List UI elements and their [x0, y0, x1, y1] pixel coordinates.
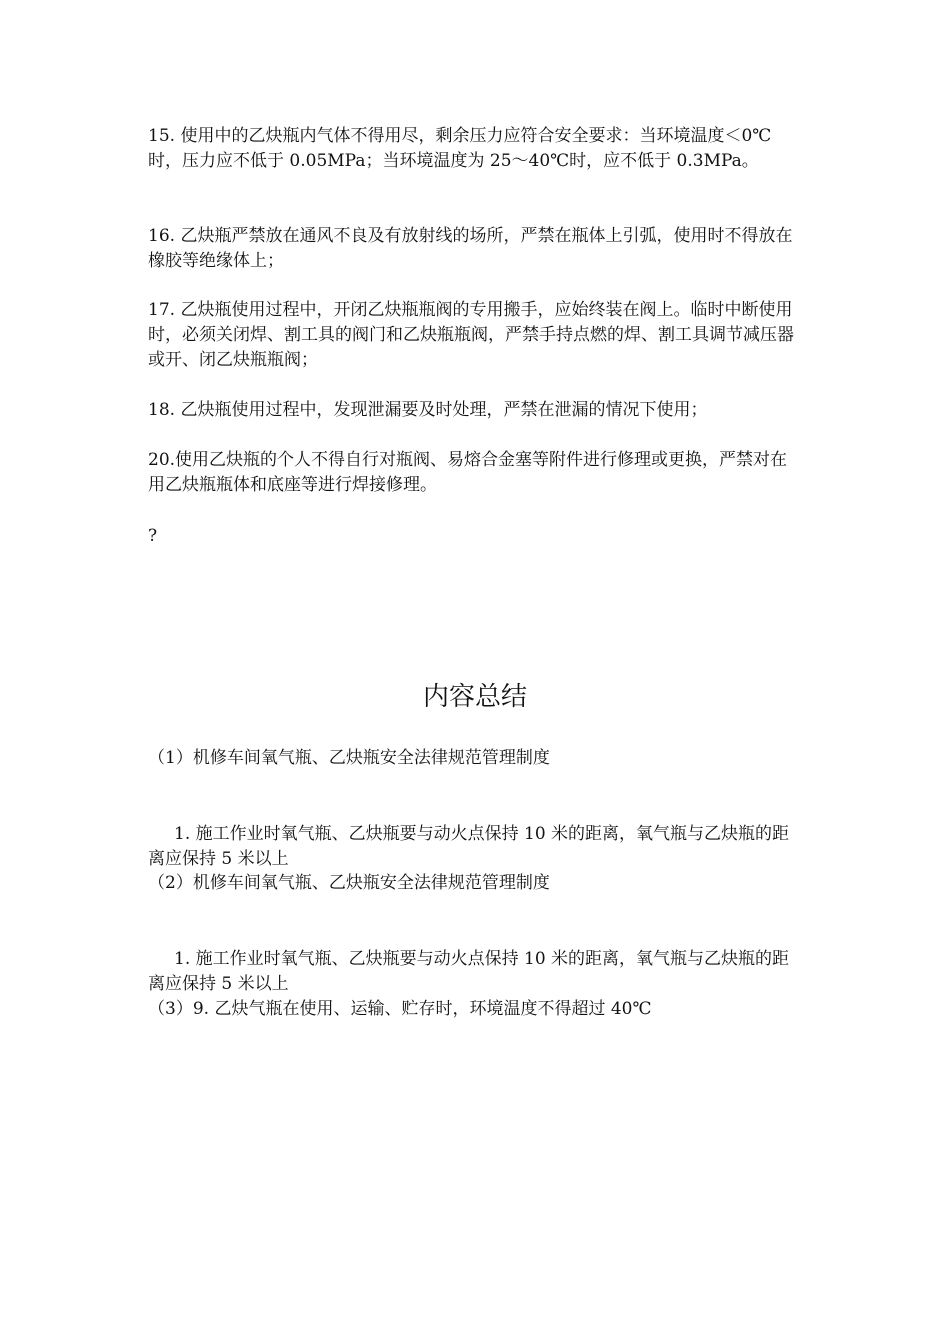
summary-item-1-heading: （1）机修车间氧气瓶、乙炔瓶安全法律规范管理制度: [148, 748, 550, 768]
paragraph-17: 17. 乙炔瓶使用过程中，开闭乙炔瓶瓶阀的专用搬手，应始终装在阀上。临时中断使用时，必须关闭焊、割工具的阀门和乙炔瓶瓶阀，严禁手持点燃的焊、割工具调节减压器或开、闭乙炔瓶瓶阀；: [148, 300, 794, 370]
summary-title: 内容总结: [422, 682, 527, 712]
question-mark: ?: [148, 526, 158, 546]
paragraph-20: 20.使用乙炔瓶的个人不得自行对瓶阀、易熔合金塞等附件进行修理或更换，严禁对在用乙炔瓶瓶体和底座等进行焊接修理。: [148, 450, 788, 495]
summary-item-2-body: 1. 施工作业时氧气瓶、乙炔瓶要与动火点保持 10 米的距离，氧气瓶与乙炔瓶的距离应保持 5 米以上: [148, 949, 790, 994]
summary-item-3-heading: （3）9. 乙炔气瓶在使用、运输、贮存时，环境温度不得超过 40℃: [148, 999, 652, 1019]
paragraph-16: 16. 乙炔瓶严禁放在通风不良及有放射线的场所，严禁在瓶体上引弧，使用时不得放在橡胶等绝缘体上；: [148, 226, 793, 271]
paragraph-18: 18. 乙炔瓶使用过程中，发现泄漏要及时处理，严禁在泄漏的情况下使用；: [148, 400, 708, 420]
paragraph-15: 15. 使用中的乙炔瓶内气体不得用尽，剩余压力应符合安全要求：当环境温度＜0℃时，压力应不低于 0.05MPa；当环境温度为 25～40℃时，应不低于 0.3MPa。: [148, 126, 772, 171]
summary-item-1-body: 1. 施工作业时氧气瓶、乙炔瓶要与动火点保持 10 米的距离，氧气瓶与乙炔瓶的距离应保持 5 米以上: [148, 824, 790, 869]
summary-item-2-heading: （2）机修车间氧气瓶、乙炔瓶安全法律规范管理制度: [148, 873, 550, 893]
